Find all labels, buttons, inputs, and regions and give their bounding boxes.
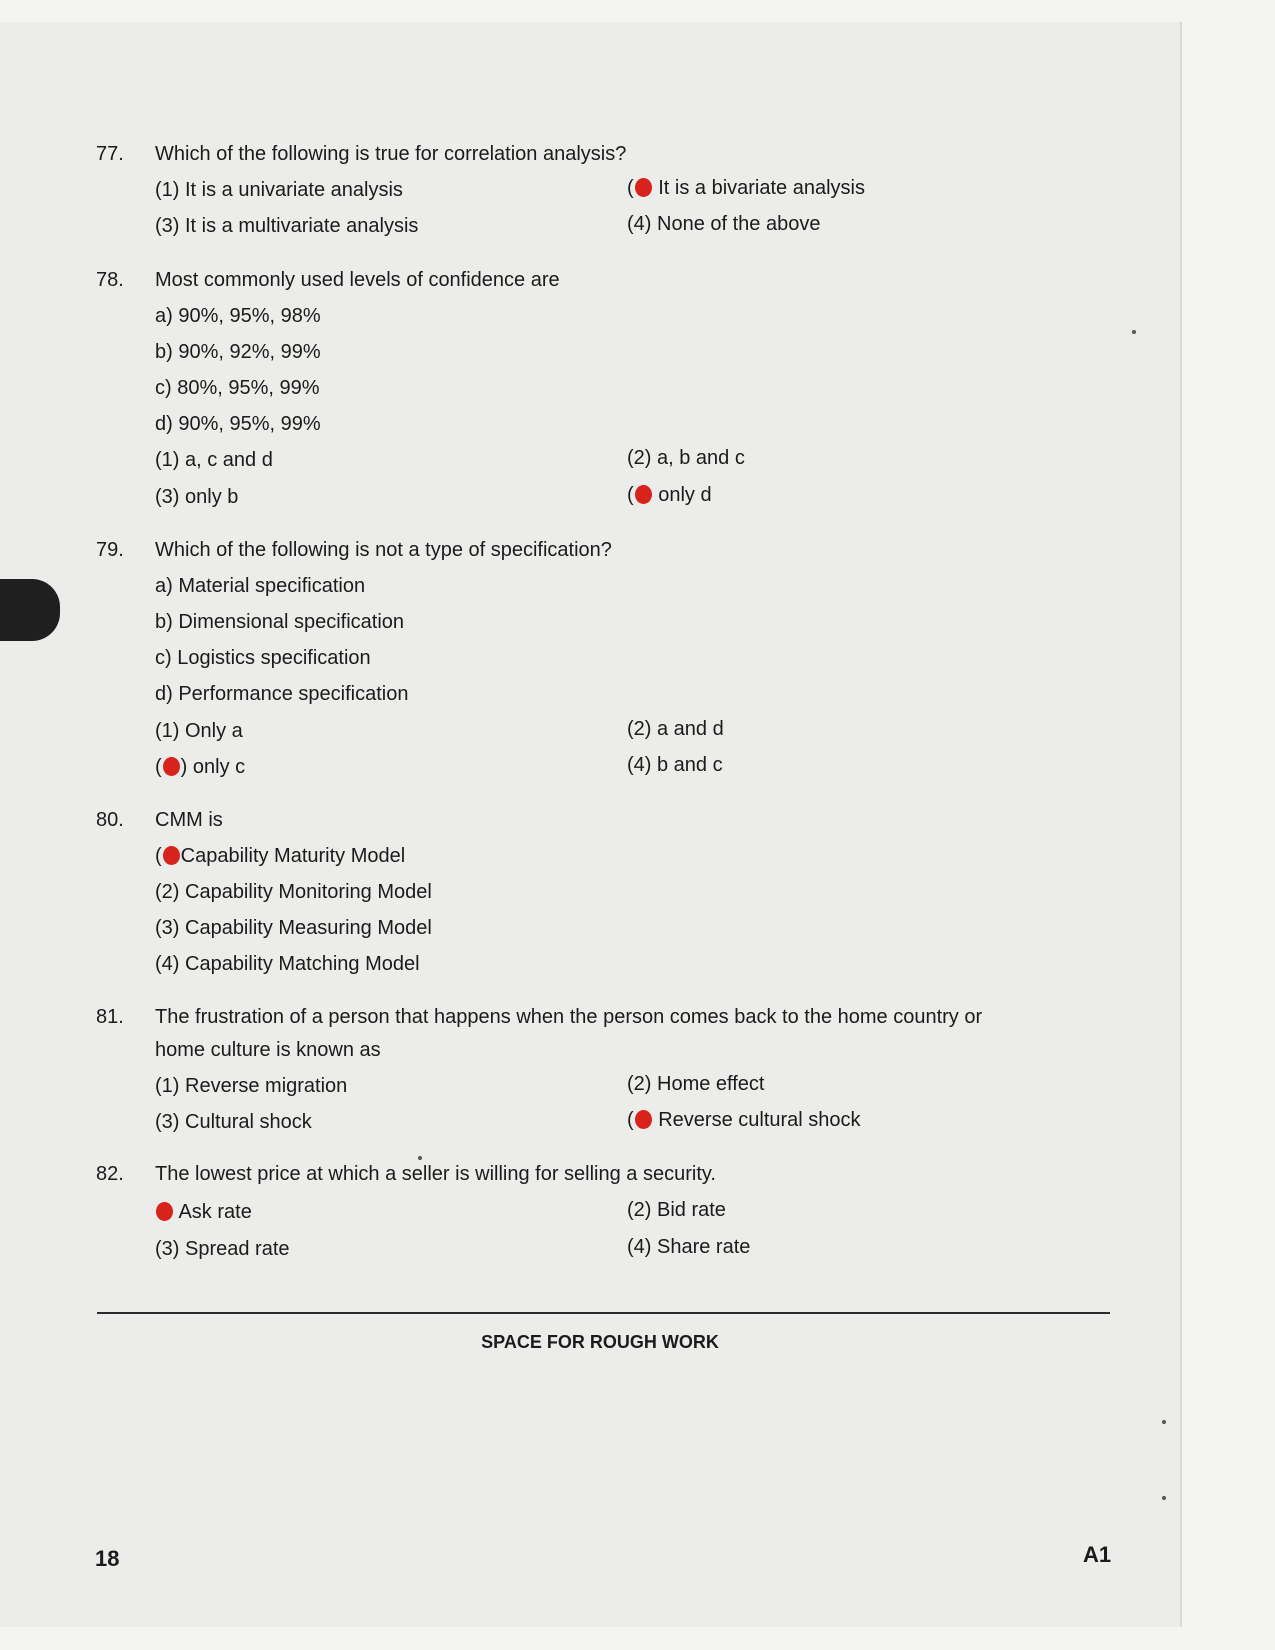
page-number: 18: [95, 1546, 120, 1571]
option-4[interactable]: (4) None of the above: [627, 213, 821, 235]
option-label: Reverse cultural shock: [652, 1109, 861, 1131]
exam-page: [0, 22, 1180, 1627]
option-label: only d: [652, 484, 712, 506]
statement-d: d) Performance specification: [155, 683, 409, 705]
option-3[interactable]: (3) Capability Measuring Model: [155, 917, 432, 939]
option-paren: (: [627, 484, 634, 506]
speck: [1162, 1496, 1166, 1500]
statement-d: d) 90%, 95%, 99%: [155, 413, 321, 435]
option-4[interactable]: [627, 485, 712, 505]
answer-mark-icon: [635, 1110, 652, 1129]
question-text: Which of the following is true for correlation analysis?: [155, 143, 627, 165]
statement-a: a) Material specification: [155, 575, 366, 597]
page-edge-tab: [0, 579, 60, 641]
answer-mark-icon: [156, 1202, 173, 1221]
option-1[interactable]: (1) Only a: [155, 720, 243, 742]
question-number: 78.: [96, 269, 124, 291]
answer-mark-icon: [163, 846, 180, 865]
option-label: ) only c: [180, 756, 246, 778]
option-4[interactable]: (4) Capability Matching Model: [155, 953, 420, 975]
question-text: The lowest price at which a seller is willing for selling a security.: [155, 1163, 716, 1185]
statement-b: b) 90%, 92%, 99%: [155, 341, 321, 363]
option-2[interactable]: (2) Bid rate: [627, 1199, 726, 1221]
option-paren: (: [627, 177, 634, 199]
option-4[interactable]: (4) Share rate: [627, 1236, 751, 1258]
option-2[interactable]: (2) Home effect: [627, 1073, 765, 1095]
question-text: Most commonly used levels of confidence are: [155, 269, 560, 291]
option-1[interactable]: (1) Reverse migration: [155, 1075, 348, 1097]
question-number: 82.: [96, 1163, 124, 1185]
speck: [1162, 1420, 1166, 1424]
option-label: It is a bivariate analysis: [652, 177, 865, 199]
option-paren: (: [155, 845, 162, 867]
option-2[interactable]: [627, 178, 865, 198]
question-number: 79.: [96, 539, 124, 561]
option-1[interactable]: (1) It is a univariate analysis: [155, 179, 403, 201]
option-paren: (: [155, 756, 162, 778]
question-number: 77.: [96, 143, 124, 165]
statement-b: b) Dimensional specification: [155, 611, 405, 633]
statement-c: c) 80%, 95%, 99%: [155, 377, 320, 399]
option-4[interactable]: [627, 1110, 861, 1130]
option-3[interactable]: (3) only b: [155, 486, 239, 508]
answer-mark-icon: [163, 757, 180, 776]
divider-rule: [97, 1312, 1110, 1314]
set-code: A1: [1083, 1542, 1112, 1567]
option-4[interactable]: (4) b and c: [627, 754, 723, 776]
option-2[interactable]: (2) a, b and c: [627, 447, 745, 469]
option-3[interactable]: (3) Cultural shock: [155, 1111, 312, 1133]
statement-a: a) 90%, 95%, 98%: [155, 305, 321, 327]
option-label: Ask rate: [174, 1201, 252, 1223]
option-paren: (: [627, 1109, 634, 1131]
rough-work-heading: SPACE FOR ROUGH WORK: [481, 1332, 719, 1352]
option-3[interactable]: [155, 757, 245, 777]
answer-mark-icon: [635, 485, 652, 504]
option-label: Capability Maturity Model: [180, 845, 406, 867]
speck: [1132, 330, 1136, 334]
answer-mark-icon: [635, 178, 652, 197]
statement-c: c) Logistics specification: [155, 647, 371, 669]
question-number: 81.: [96, 1006, 124, 1028]
option-2[interactable]: (2) Capability Monitoring Model: [155, 881, 432, 903]
question-text: CMM is: [155, 809, 223, 831]
question-text: Which of the following is not a type of specification?: [155, 539, 612, 561]
option-3[interactable]: (3) It is a multivariate analysis: [155, 215, 419, 237]
question-number: 80.: [96, 809, 124, 831]
question-text-line2: home culture is known as: [155, 1039, 381, 1061]
option-2[interactable]: (2) a and d: [627, 718, 724, 740]
option-1[interactable]: (1) a, c and d: [155, 449, 273, 471]
option-3[interactable]: (3) Spread rate: [155, 1238, 290, 1260]
question-text: The frustration of a person that happens when the person comes back to the home country or: [155, 1006, 983, 1028]
option-1[interactable]: [155, 1202, 252, 1222]
option-1[interactable]: [155, 846, 405, 866]
speck: [418, 1156, 422, 1160]
